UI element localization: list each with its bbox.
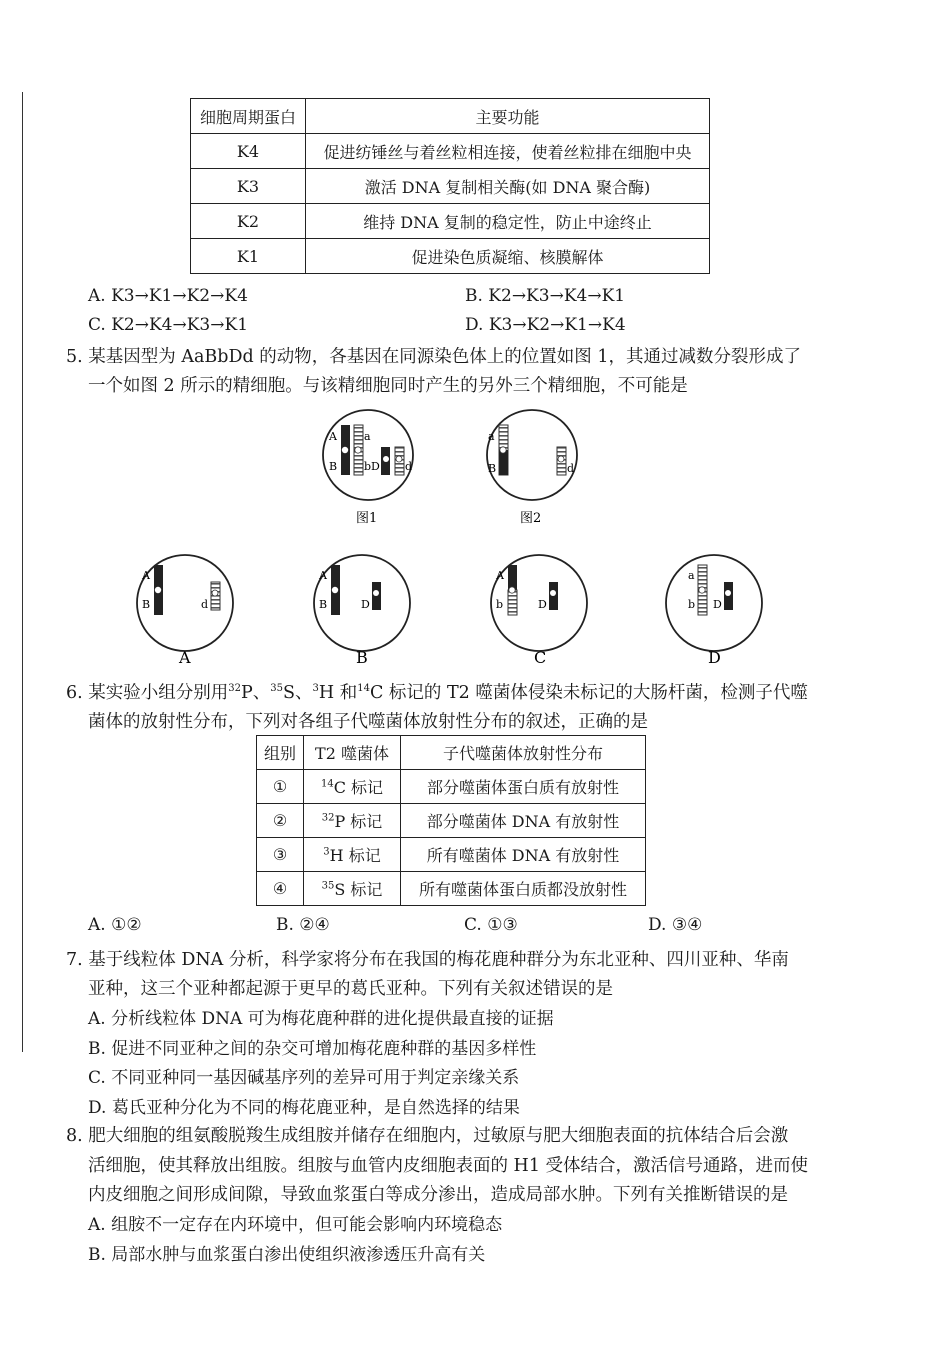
cell-cycle-protein-table (190, 98, 710, 274)
q8-stem-line1: 8. 肥大细胞的组氨酸脱羧生成组胺并储存在细胞内，过敏原与肥大细胞表面的抗体结合后会激 (66, 1126, 789, 1146)
table-header-row (257, 736, 646, 770)
gene-label: b (688, 598, 696, 611)
q6-option-c: C. ①③ (464, 915, 518, 935)
table-row (257, 838, 646, 872)
q6-stem-line1: 6. 某实验小组分别用$^{32}$P、$^{35}$S、$^3$H 和$^{14}$C 标记的 T2 噬菌体侵染未标记的大肠杆菌，检测子代噬 (66, 683, 808, 703)
figure1-cell (323, 410, 413, 500)
gene-label: a (364, 430, 371, 443)
table-cell: ③ (257, 838, 304, 872)
figure2-cell (487, 410, 577, 500)
option-label: D (708, 648, 721, 667)
table-header-cell: T2 噬菌体 (304, 736, 401, 770)
gene-label: A (329, 430, 337, 443)
gene-label: D (361, 598, 370, 611)
table-cell: K2 (191, 204, 306, 239)
gene-label: D (371, 460, 380, 473)
gene-label: A (496, 569, 504, 582)
table-cell: ② (257, 804, 304, 838)
q5-figures (0, 395, 950, 675)
table-cell: $^{35}$S 标记 (304, 872, 401, 906)
table-cell: $^{14}$C 标记 (304, 770, 401, 804)
table-header-cell: 组别 (257, 736, 304, 770)
gene-label: b (364, 460, 372, 473)
gene-label: D (538, 598, 547, 611)
q7-option-b: B. 促进不同亚种之间的杂交可增加梅花鹿种群的基因多样性 (88, 1039, 537, 1059)
q8-option-b: B. 局部水肿与血浆蛋白渗出使组织液渗透压升高有关 (88, 1245, 486, 1265)
table-cell: 促进纺锤丝与着丝粒相连接，使着丝粒排在细胞中央 (306, 134, 710, 169)
q7-option-a: A. 分析线粒体 DNA 可为梅花鹿种群的进化提供最直接的证据 (88, 1009, 554, 1029)
q8-stem-line2: 活细胞，使其释放出组胺。组胺与血管内皮细胞表面的 H1 受体结合，激活信号通路，进而使 (88, 1156, 809, 1176)
table-row (257, 770, 646, 804)
table-cell: K4 (191, 134, 306, 169)
table-cell: K3 (191, 169, 306, 204)
q7-option-c: C. 不同亚种同一基因碱基序列的差异可用于判定亲缘关系 (88, 1068, 520, 1088)
gene-label: b (496, 598, 504, 611)
table-cell: K1 (191, 239, 306, 274)
option-c-cell (491, 555, 587, 651)
table-row (257, 804, 646, 838)
table-header-row (191, 99, 710, 134)
figure2-caption: 图2 (520, 511, 542, 526)
gene-label: d (567, 462, 575, 475)
table-cell: 部分噬菌体蛋白质有放射性 (401, 770, 646, 804)
option-label: A (179, 648, 191, 667)
gene-label: a (688, 569, 695, 582)
table-cell: 部分噬菌体 DNA 有放射性 (401, 804, 646, 838)
q5-stem-line2: 一个如图 2 所示的精细胞。与该精细胞同时产生的另外三个精细胞，不可能是 (88, 376, 688, 396)
q4-option-b: B. K2→K3→K4→K1 (465, 286, 626, 306)
table-cell: ① (257, 770, 304, 804)
q6-option-d: D. ③④ (648, 915, 703, 935)
option-d-cell (666, 555, 762, 651)
table-row (191, 169, 710, 204)
table-row (191, 239, 710, 274)
q8-option-a: A. 组胺不一定存在内环境中，但可能会影响内环境稳态 (88, 1215, 503, 1235)
q6-stem-line2: 菌体的放射性分布，下列对各组子代噬菌体放射性分布的叙述，正确的是 (88, 712, 648, 732)
phage-table (256, 735, 646, 906)
table-header-cell: 细胞周期蛋白 (191, 99, 306, 134)
q7-option-d: D. 葛氏亚种分化为不同的梅花鹿亚种，是自然选择的结果 (88, 1098, 520, 1118)
table-header-cell: 主要功能 (306, 99, 710, 134)
gene-label: B (488, 462, 497, 475)
table-cell: ④ (257, 872, 304, 906)
table-row (257, 872, 646, 906)
table-cell: $^{32}$P 标记 (304, 804, 401, 838)
q7-stem-line2: 亚种，这三个亚种都起源于更早的葛氏亚种。下列有关叙述错误的是 (88, 979, 613, 999)
gene-label: B (319, 598, 328, 611)
q5-stem-line1: 5. 某基因型为 AaBbDd 的动物，各基因在同源染色体上的位置如图 1，其通过减数分裂形成了 (66, 347, 801, 367)
gene-label: d (405, 460, 413, 473)
gene-label: d (201, 598, 209, 611)
gene-label: A (319, 569, 327, 582)
gene-label: D (713, 598, 722, 611)
q4-option-a: A. K3→K1→K2→K4 (88, 286, 248, 306)
gene-label: B (329, 460, 338, 473)
table-cell: 所有噬菌体蛋白质都没放射性 (401, 872, 646, 906)
table-cell: 激活 DNA 复制相关酶(如 DNA 聚合酶) (306, 169, 710, 204)
q4-option-c: C. K2→K4→K3→K1 (88, 315, 249, 335)
q7-stem-line1: 7. 基于线粒体 DNA 分析，科学家将分布在我国的梅花鹿种群分为东北亚种、四川亚种、华南 (66, 950, 789, 970)
table-row (191, 204, 710, 239)
table-cell: 所有噬菌体 DNA 有放射性 (401, 838, 646, 872)
option-b-cell (314, 555, 410, 651)
option-a-cell (137, 555, 233, 651)
table-row (191, 134, 710, 169)
table-header-cell: 子代噬菌体放射性分布 (401, 736, 646, 770)
option-label: C (534, 648, 547, 667)
table-cell: 维持 DNA 复制的稳定性，防止中途终止 (306, 204, 710, 239)
table-cell: $^3$H 标记 (304, 838, 401, 872)
gene-label: B (142, 598, 151, 611)
option-label: B (356, 648, 368, 667)
gene-label: A (142, 569, 150, 582)
q6-option-b: B. ②④ (276, 915, 330, 935)
gene-label: a (488, 430, 495, 443)
table-cell: 促进染色质凝缩、核膜解体 (306, 239, 710, 274)
figure1-caption: 图1 (356, 511, 378, 526)
q8-stem-line3: 内皮细胞之间形成间隙，导致血浆蛋白等成分渗出，造成局部水肿。下列有关推断错误的是 (88, 1185, 788, 1205)
q4-option-d: D. K3→K2→K1→K4 (465, 315, 626, 335)
q6-option-a: A. ①② (88, 915, 142, 935)
